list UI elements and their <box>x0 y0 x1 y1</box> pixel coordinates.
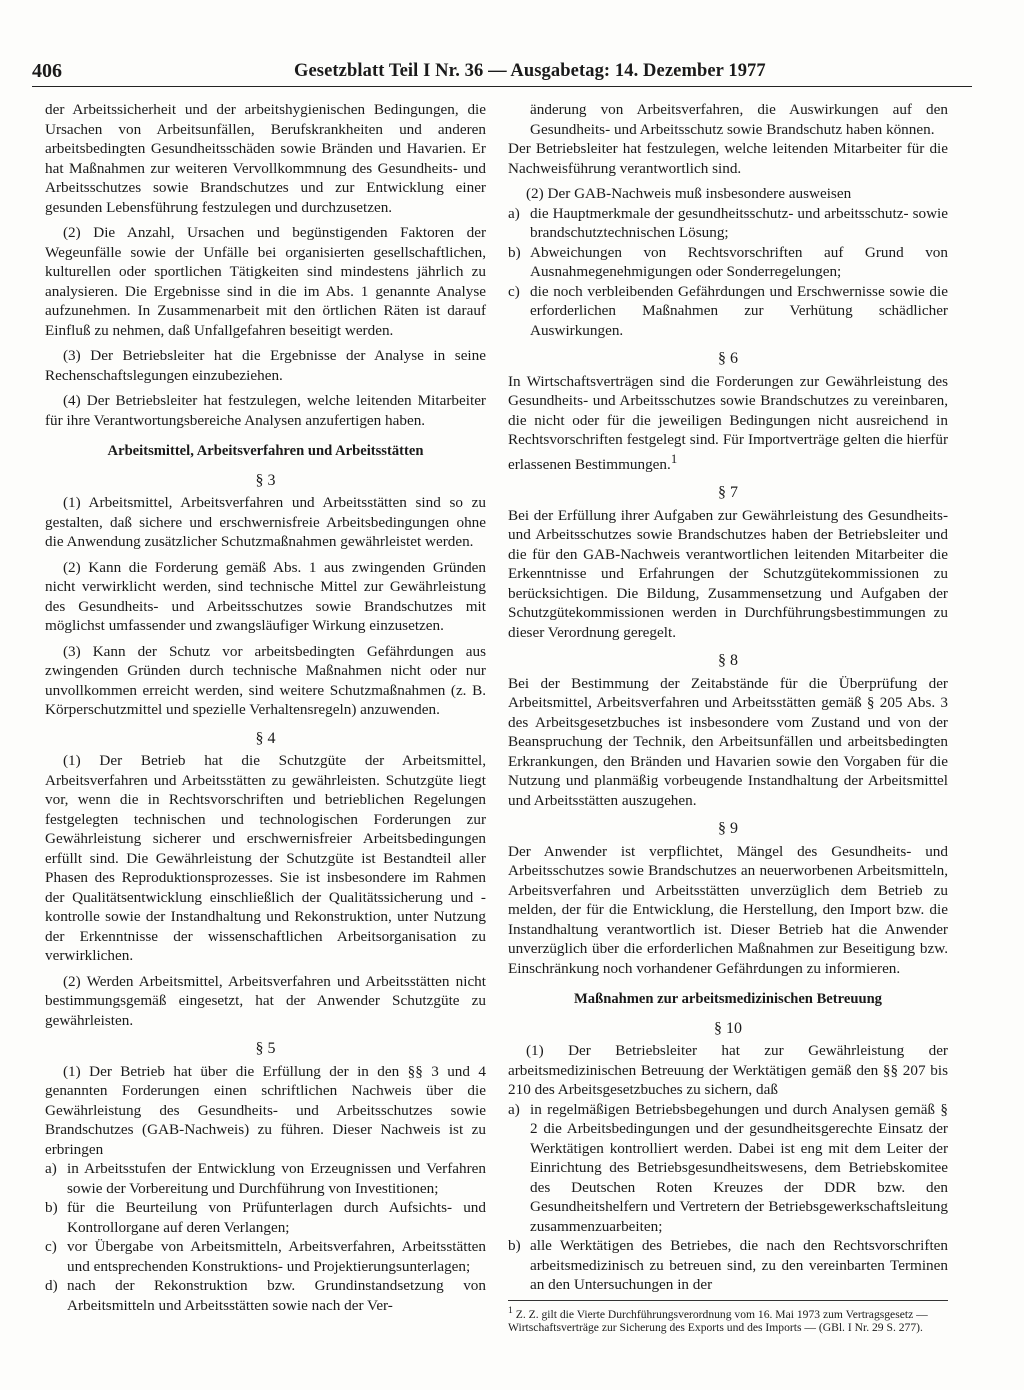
gazette-title: Gesetzblatt Teil I Nr. 36 — Ausgabetag: 14. Dezember 1977 <box>294 61 766 81</box>
list-text: änderung von Arbeitsverfahren, die Auswirkungen auf den Gesundheits- und Arbeitsschutz sowie Brandschutz haben können. <box>530 101 948 138</box>
section-number: § 7 <box>718 484 738 502</box>
section-number: § 10 <box>714 1019 742 1037</box>
list-text: die noch verbleibenden Gefährdungen und Erschwernisse sowie die erforderlichen Maßnahmen zur Verhütung schädlicher Auswirkungen. <box>530 282 948 339</box>
page-header <box>32 58 972 87</box>
list-text: Abweichungen von Rechtsvorschriften auf Grund von Ausnahmegenehmigungen oder Sonderregelungen; <box>530 243 948 280</box>
section-number: § 5 <box>255 1040 276 1057</box>
list-label: c) <box>508 282 520 300</box>
list-item <box>508 243 948 282</box>
list-text: vor Übergabe von Arbeitsmitteln, Arbeitsverfahren, Arbeitsstätten und entsprechenden Konstruktions- und Projektierungsunterlagen; <box>67 1238 486 1275</box>
list-item <box>45 1276 486 1315</box>
list-label: b) <box>508 243 521 261</box>
paragraph: (3) Der Betriebsleiter hat die Ergebnisse der Analyse in seine Rechenschaftslegungen einzubeziehen. <box>45 347 486 384</box>
paragraph: (2) Werden Arbeitsmittel, Arbeitsverfahren und Arbeitsstätten nicht bestimmungsgemäß eingesetzt, hat der Anwender Schutzgüte zu gewährleisten. <box>45 972 486 1029</box>
list-text: für die Beurteilung von Prüfunterlagen durch Aufsichts- und Kontrollorgane auf deren Verlangen; <box>67 1199 486 1236</box>
footnote-ref: 1 <box>670 451 678 466</box>
section-number: § 3 <box>255 471 276 489</box>
list-item <box>45 1198 486 1237</box>
list-item <box>508 1236 948 1295</box>
footnote <box>508 1300 948 1335</box>
list-label: a) <box>508 1100 520 1118</box>
section-number: § 8 <box>718 652 738 670</box>
footnote-mark: 1 <box>508 1305 513 1316</box>
list-text: die Hauptmerkmale der gesundheitsschutz- und arbeitsschutz- sowie brandschutztechnischen Lösung; <box>530 204 948 241</box>
list-label: a) <box>45 1160 57 1177</box>
section-number: § 6 <box>718 350 738 367</box>
paragraph <box>508 372 948 475</box>
paragraph: (3) Kann der Schutz vor arbeitsbedingten Gefährdungen aus zwingenden Gründen durch technische Maßnahmen nicht oder nur unvollkommen erreicht werden, sind weitere Schutzmaßnahmen (z. B. Körperschutzmittel und spezielle Verhaltensregeln) anzuwenden. <box>45 642 486 718</box>
list-label: b) <box>45 1199 58 1216</box>
section-number: § 4 <box>255 729 276 747</box>
list-text: nach der Rekonstruktion bzw. Grundinstandsetzung von Arbeitsmitteln und Arbeitsstätten sowie nach der Ver- <box>67 1277 486 1314</box>
paragraph: (1) Arbeitsmittel, Arbeitsverfahren und Arbeitsstätten sind so zu gestalten, daß sichere und erschwernisfreie Arbeitsbedingungen ohne die Anwendung zusätzlicher Schutzmaßnahmen gewährleistet werden. <box>45 494 486 550</box>
list-item <box>508 204 948 243</box>
paragraph: Bei der Erfüllung ihrer Aufgaben zur Gewährleistung des Gesundheits- und Arbeitsschutzes sowie Brandschutzes haben der Betriebsleiter und die für den GAB-Nachweis verantwortlichen leitenden Mitarbeiter die Erkenntnisse und Erfahrungen der Schutzgütekommissionen zu berücksichtigen. Die Bildung, Zusammensetzung und Aufgaben der Schutzgütekommissionen werden in Durchführungsbestimmungen zu dieser Verordnung geregelt. <box>508 506 948 641</box>
list-label: c) <box>45 1238 57 1255</box>
section-heading: Maßnahmen zur arbeitsmedizinischen Betreuung <box>574 991 882 1008</box>
footnote-text: Z. Z. gilt die Vierte Durchführungsverordnung vom 16. Mai 1973 zum Vertragsgesetz — Wirtschaftsverträge zur Sicherung des Exports und des Imports — (GBl. I Nr. 29 S. 277). <box>508 1307 928 1335</box>
section-heading: Arbeitsmittel, Arbeitsverfahren und Arbeitsstätten <box>107 443 424 459</box>
paragraph: (2) Kann die Forderung gemäß Abs. 1 aus zwingenden Gründen nicht verwirklicht werden, sind technische Mittel zur Gewährleistung des Gesundheits- und Arbeitsschutzes sowie Brandschutzes mit möglichst umfassender und zwangsläufiger Wirkung einzusetzen. <box>45 558 486 634</box>
left-column <box>45 100 486 1315</box>
list-item <box>45 1159 486 1198</box>
list-text: in regelmäßigen Betriebsbegehungen und durch Analysen gemäß § 2 die Arbeitsbedingungen und der gesundheitsgerechte Einsatz der Werktätigen kontrolliert werden. Dabei ist eng mit dem Leiter der Einrichtung des Betriebsgesundheitswesens, dem Betriebskomitee des Deutschen Roten Kreuzes der DDR bzw. den Gesundheitshelfern und Vertretern der Betriebsgewerkschaftsleitung zusammenzuarbeiten; <box>530 1100 948 1235</box>
section-number: § 9 <box>718 820 738 838</box>
paragraph: Bei der Bestimmung der Zeitabstände für die Überprüfung der Arbeitsmittel, Arbeitsverfahren und Arbeitsstätten gemäß § 205 Abs. 3 des Arbeitsgesetzbuches ist insbesondere vom Zustand und von der Beanspruchung der Technik, den Arbeitsunfällen und arbeitsbedingten Erkrankungen, den Bränden und Havarien sowie den Vorgaben für die Nutzung und planmäßig vorbeugende Instandhaltung der Arbeitsmittel und Arbeitsstätten auszugehen. <box>508 674 948 809</box>
list-label: a) <box>508 204 520 222</box>
paragraph: (1) Der Betriebsleiter hat zur Gewährleistung der arbeitsmedizinischen Betreuung der Werktätigen gemäß den §§ 207 bis 210 des Arbeitsgesetzbuches zu sichern, daß <box>508 1042 948 1099</box>
right-column <box>508 100 948 1295</box>
paragraph: der Arbeitssicherheit und der arbeitshygienischen Bedingungen, die Ursachen von Arbeitsunfällen, Berufskrankheiten und anderen arbeitsbedingten Gesundheitsschäden sowie Bränden und Havarien. Er hat Maßnahmen zur weiteren Vervollkommnung des Gesundheits- und Arbeitsschutzes sowie Brandschutzes und zur Entwicklung einer gesunden Lebensführung festzulegen und durchzusetzen. <box>45 101 486 216</box>
list-label: b) <box>508 1237 521 1255</box>
page-number: 406 <box>32 60 62 82</box>
paragraph: (1) Der Betrieb hat die Schutzgüte der Arbeitsmittel, Arbeitsverfahren und Arbeitsstätten zu gewährleisten. Schutzgüte liegt vor, wenn die in Rechtsvorschriften und betrieblichen Regelungen festgelegten technischen und technologischen Forderungen zur Gewährleistung sicherer und erschwernisfreier Arbeitsbedingungen erfüllt sind. Die Gewährleistung der Schutzgüte ist Bestandteil aller Phasen des Reproduktionsprozesses. Sie ist insbesondere im Rahmen der Qualitätsentwicklung einschließlich der Qualitätssicherung und -kontrolle sowie der Instandhaltung und Rekonstruktion, unter Nutzung der Erkenntnisse der wissenschaftlichen Arbeitsorganisation zu verwirklichen. <box>45 752 486 964</box>
list-item-continued <box>508 100 948 139</box>
list-item <box>508 282 948 341</box>
paragraph: (4) Der Betriebsleiter hat festzulegen, welche leitenden Mitarbeiter für ihre Verantwortungsbereiche Analysen anzufertigen haben. <box>45 392 486 429</box>
paragraph: Der Betriebsleiter hat festzulegen, welche leitenden Mitarbeiter für die Nachweisführung verantwortlich sind. <box>508 140 948 177</box>
paragraph: Der Anwender ist verpflichtet, Mängel des Gesundheits- und Arbeitsschutzes sowie Brandschutzes an neuerworbenen Arbeitsmitteln, Arbeitsverfahren und Arbeitsstätten unverzüglich dem Betrieb zu melden, der für die Entwicklung, die Herstellung, den Import bzw. die Instandhaltung verantwortlich ist. Dieser Betrieb hat die Anwender unverzüglich über die erforderlichen Maßnahmen zur Beseitigung bzw. Einschränkung noch vorhandener Gefährdungen zu informieren. <box>508 842 948 977</box>
paragraph: (1) Der Betrieb hat über die Erfüllung der in den §§ 3 und 4 genannten Forderungen einen schriftlichen Nachweis über die Gewährleistung des Gesundheits- und Arbeitsschutzes sowie Brandschutzes (GAB-Nachweis) zu führen. Dieser Nachweis ist zu erbringen <box>45 1062 486 1158</box>
list-label: d) <box>45 1277 58 1294</box>
list-text: in Arbeitsstufen der Entwicklung von Erzeugnissen und Verfahren sowie der Vorbereitung und Durchführung von Investitionen; <box>67 1160 486 1197</box>
list-item <box>508 1100 948 1237</box>
paragraph: (2) Die Anzahl, Ursachen und begünstigenden Faktoren der Wegeunfälle sowie der Unfälle bei organisierten gesellschaftlichen, kulturellen oder sportlichen Tätigkeiten sind mindestens jährlich zu analysieren. Die Ergebnisse sind in die im Abs. 1 genannte Analyse aufzunehmen. In Zusammenarbeit mit den örtlichen Räten ist darauf Einfluß zu nehmen, daß Unfallgefahren beseitigt werden. <box>45 224 486 339</box>
paragraph: (2) Der GAB-Nachweis muß insbesondere ausweisen <box>526 185 852 202</box>
list-text: alle Werktätigen des Betriebes, die nach den Rechtsvorschriften arbeitsmedizinisch zu betreuen sind, zu den vereinbarten Terminen an den Untersuchungen in der <box>530 1237 948 1294</box>
list-item <box>45 1237 486 1276</box>
paragraph-text: In Wirtschaftsverträgen sind die Forderungen zur Gewährleistung des Gesundheits- und Arbeitsschutzes sowie Brandschutzes zu vereinbaren, die nicht oder für die jeweiligen Bedingungen nicht ausreichend in Rechtsvorschriften festgelegt sind. Für Importverträge gelten die hierfür erlassenen Bestimmungen. <box>508 372 948 473</box>
